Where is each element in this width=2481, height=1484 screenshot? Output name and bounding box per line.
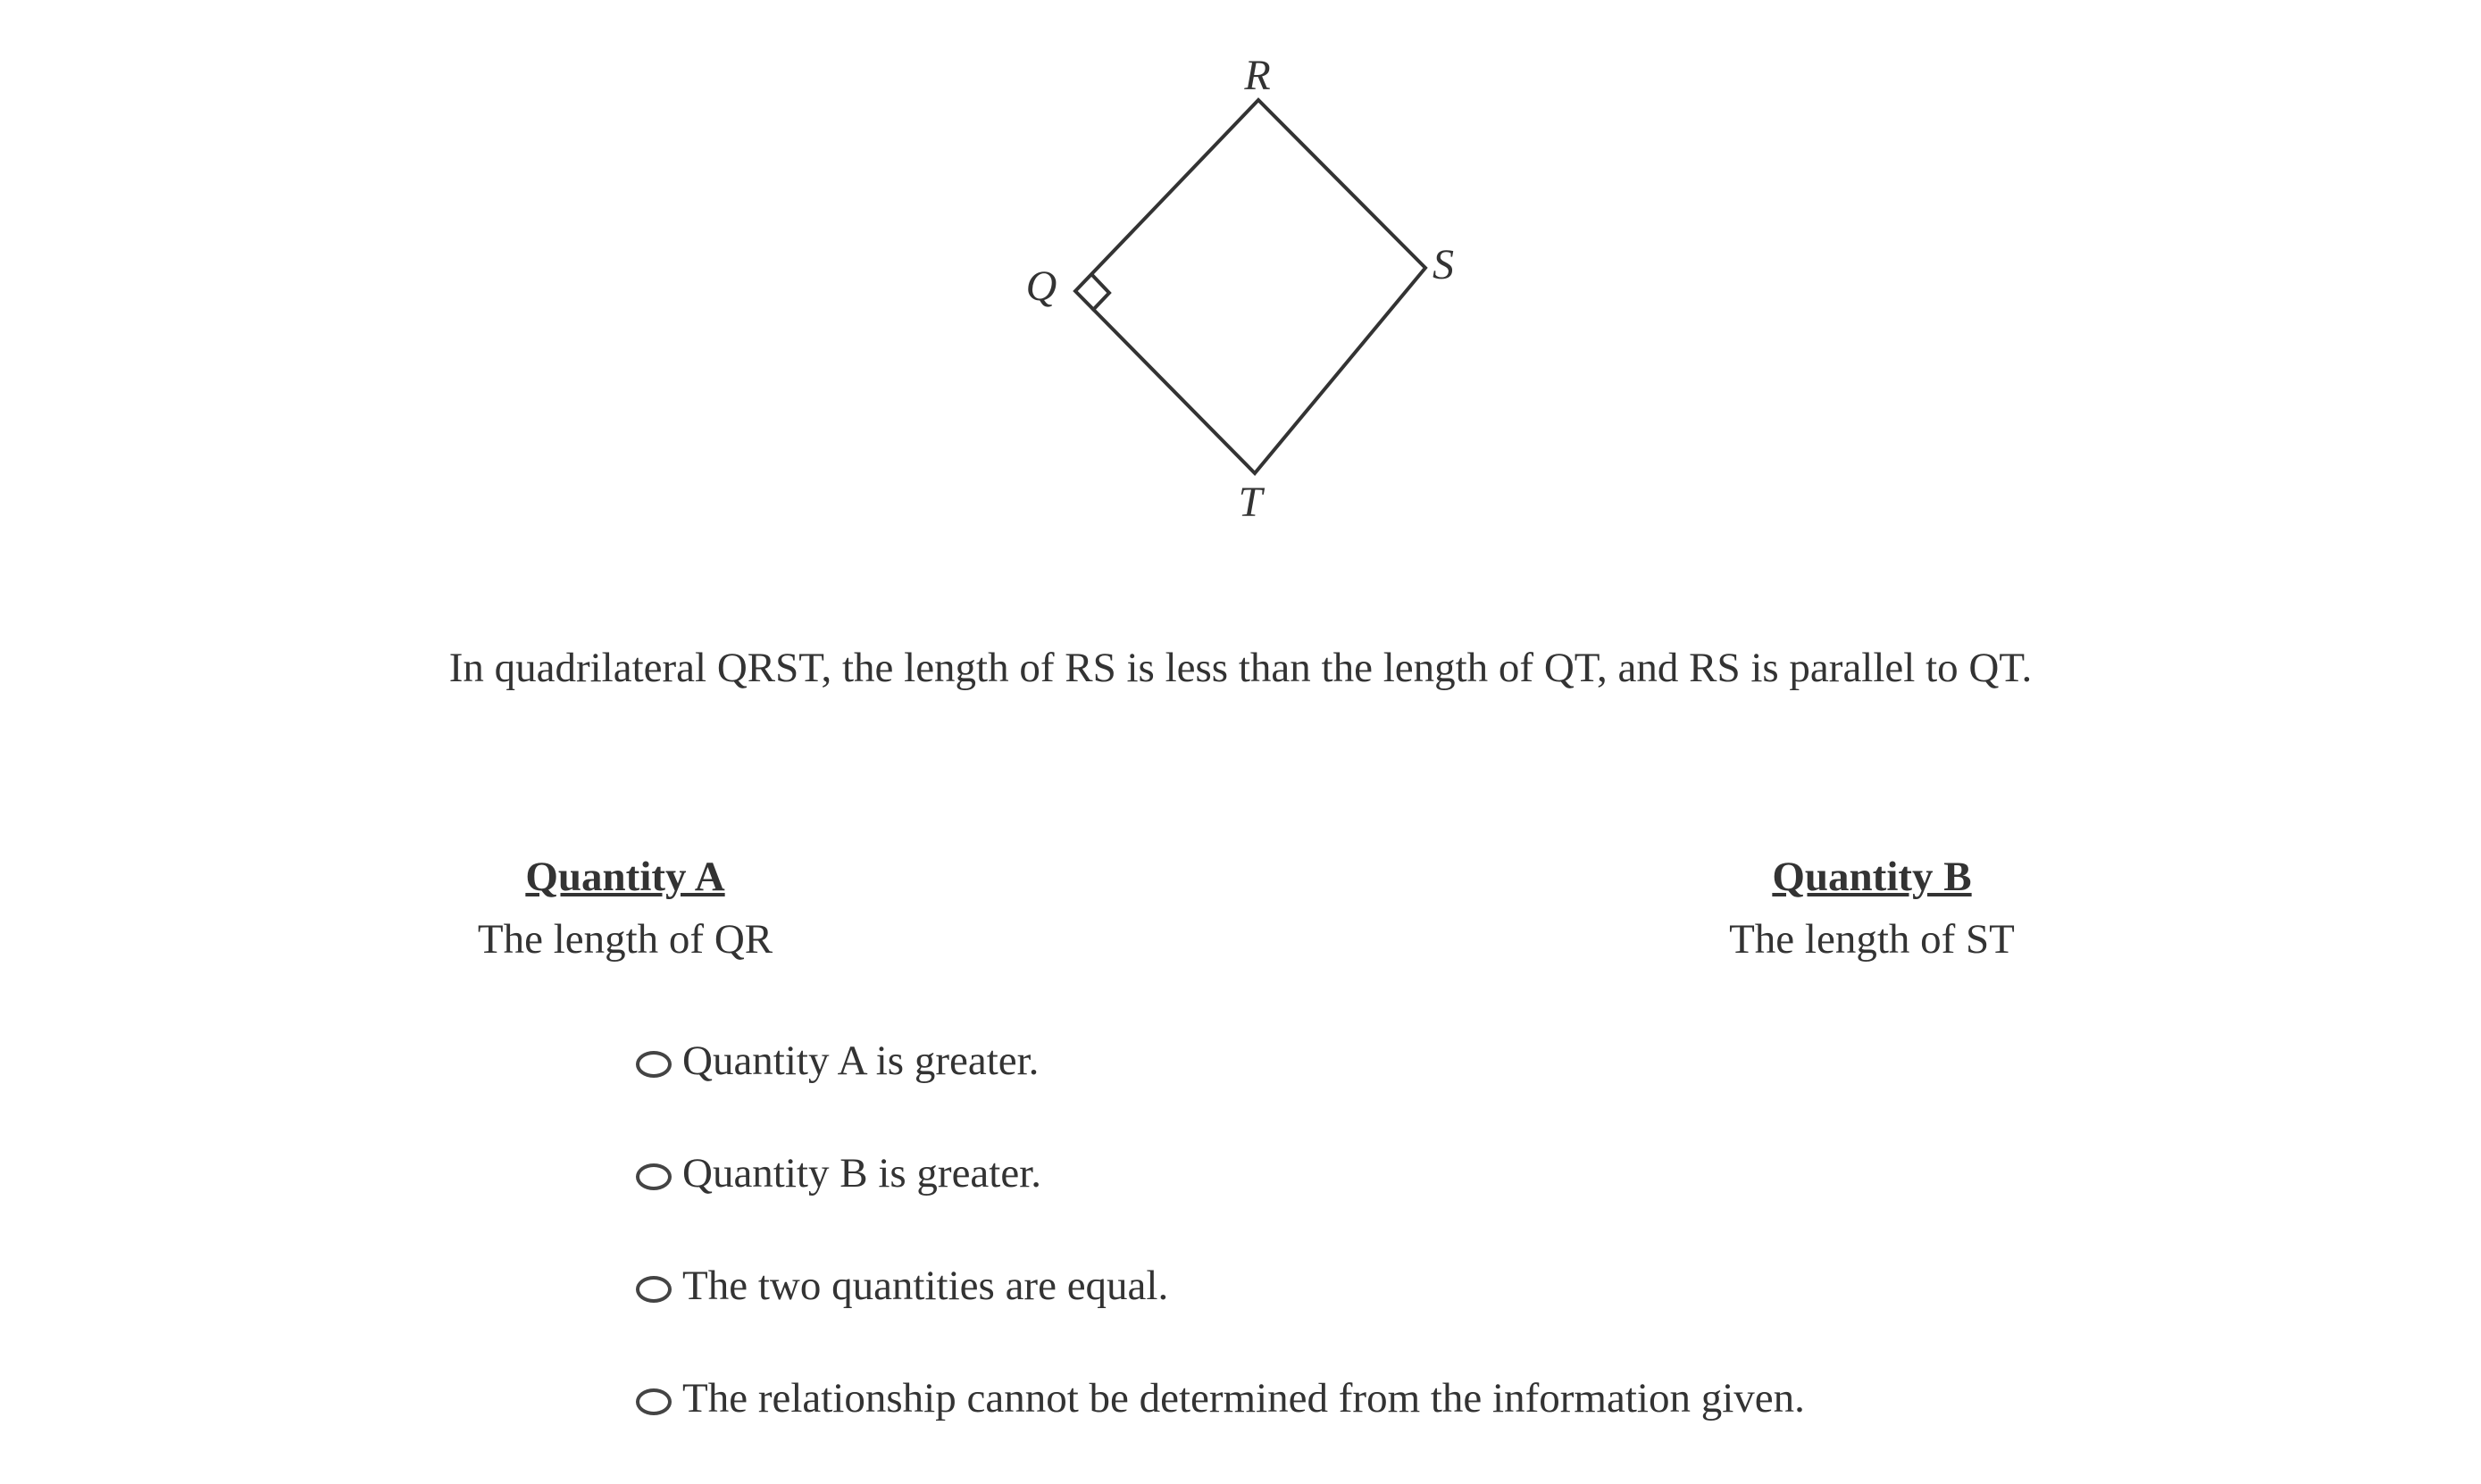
answer-choice-d[interactable] [636, 1371, 1805, 1425]
radio-button-c[interactable] [636, 1276, 672, 1303]
radio-button-d[interactable] [636, 1388, 672, 1415]
vertex-label-s: S [1433, 241, 1454, 288]
quantity-b-text: The length of ST [1729, 916, 2015, 963]
answer-choice-label[interactable]: The relationship cannot be determined from the information given. [682, 1375, 1805, 1421]
answer-choice-a[interactable] [636, 1034, 1805, 1088]
answer-choice-label[interactable]: Quantity B is greater. [682, 1150, 1042, 1196]
quadrilateral-diagram [0, 0, 2481, 571]
quantity-a-text: The length of QR [477, 916, 773, 963]
answer-choice-label[interactable]: Quantity A is greater. [682, 1038, 1040, 1084]
radio-button-b[interactable] [636, 1163, 672, 1190]
quadrilateral-qrst [1075, 100, 1425, 473]
answer-choice-b[interactable] [636, 1146, 1805, 1200]
question-stem: In quadrilateral QRST, the length of RS is less than the length of QT, and RS is parallel to QT. [448, 645, 2033, 691]
radio-button-a[interactable] [636, 1051, 672, 1078]
quantity-b-column [1640, 850, 2104, 966]
answer-choice-label[interactable]: The two quantities are equal. [682, 1263, 1169, 1309]
quantity-a-column [393, 850, 857, 966]
quadrilateral-figure [0, 0, 2481, 571]
quantity-b-heading: Quantity B [1772, 854, 1972, 900]
right-angle-marker [1091, 274, 1109, 311]
answer-choices [636, 1034, 1805, 1484]
vertex-label-r: R [1244, 52, 1271, 99]
quantity-a-heading: Quantity A [525, 854, 725, 900]
answer-choice-c[interactable] [636, 1259, 1805, 1313]
vertex-label-q: Q [1025, 263, 1057, 310]
vertex-label-t: T [1238, 479, 1263, 526]
